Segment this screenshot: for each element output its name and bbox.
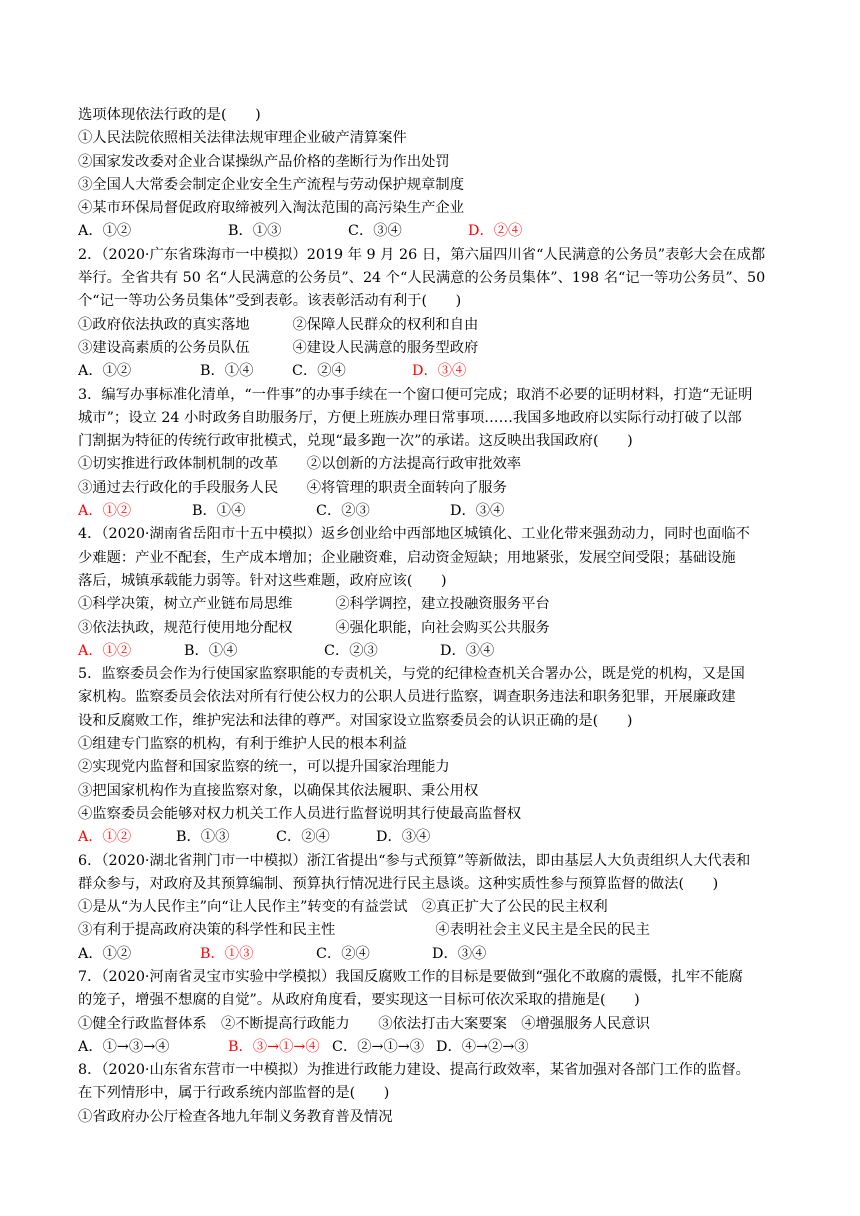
text-line: ①健全行政监督体系 ②不断提高行政能力 ③依法打击大案要案 ④增强服务人民意识	[78, 1015, 650, 1032]
text-line: 在下列情形中，属于行政系统内部监督的是( )	[78, 1085, 390, 1102]
answer-options	[78, 943, 784, 966]
text-line: 的笼子，增强不想腐的自觉”。从政府角度看，要实现这一目标可依次采取的措施是( )	[78, 992, 640, 1009]
text-line: 7．（2020·河南省灵宝市实验中学模拟）我国反腐败工作的目标是要做到“强化不敢腐的震慑，扎牢不能腐	[78, 968, 743, 985]
text-line: ③依法执政，规范行使用地分配权 ④强化职能，向社会购买公共服务	[78, 619, 550, 636]
text-line: ③通过去行政化的手段服务人民 ④将管理的职责全面转向了服务	[78, 479, 507, 496]
text-line: 城市”；设立 24 小时政务自助服务厅，方便上班族办理日常事项……我国多地政府以实际行动打破了以部	[78, 409, 742, 426]
text-line: 家机构。监察委员会依法对所有行使公权力的公职人员进行监察，调查职务违法和职务犯罪，开展廉政建	[78, 689, 736, 706]
answer-option: C．②③	[316, 503, 370, 520]
answer-option: D．④→②→③	[436, 1038, 529, 1055]
text-line: 门割据为特征的传统行政审批模式，兑现“最多跑一次”的承诺。这反映出我国政府( )	[78, 433, 633, 450]
text-line: 选项体现依法行政的是( )	[78, 107, 261, 123]
text-line: ①人民法院依照相关法律法规审理企业破产清算案件	[78, 130, 407, 147]
text-line: 设和反腐败工作，维护宪法和法律的尊严。对国家设立监察委员会的认识正确的是( )	[78, 712, 633, 729]
answer-option: B．①③	[176, 829, 230, 846]
answer-option: A．①②	[78, 363, 132, 380]
answer-option: B．①③	[228, 223, 282, 240]
answer-option: B．①④	[184, 642, 238, 659]
text-line: 少难题：产业不配套，生产成本增加；企业融资难，启动资金短缺；用地紧张，发展空间受限；基础设施	[78, 549, 736, 566]
text-line: 5．监察委员会作为行使国家监察职能的专责机关，与党的纪律检查机关合署办公，既是党的机构，又是国	[78, 666, 745, 683]
text-line: ①切实推进行政体制机制的改革 ②以创新的方法提高行政审批效率	[78, 456, 522, 473]
answer-option: C．③④	[348, 223, 402, 240]
text-line: ③全国人大常委会制定企业安全生产流程与劳动保护规章制度	[78, 176, 465, 193]
answer-options	[78, 360, 784, 383]
document-page	[78, 104, 784, 1129]
text-line: 群众参与，对政府及其预算编制、预算执行情况进行民主恳谈。这种实质性参与预算监督的做法( )	[78, 875, 719, 892]
answer-option: A．①②	[78, 642, 132, 659]
answer-option: B．③→①→④	[228, 1038, 320, 1055]
text-line: ③有利于提高政府决策的科学性和民主性 ④表明社会主义民主是全民的民主	[78, 922, 650, 939]
answer-options	[78, 220, 784, 243]
answer-option: C．②③	[324, 642, 378, 659]
answer-option: A．①②	[78, 829, 132, 846]
answer-option: B．①④	[200, 363, 254, 380]
answer-option: C．②④	[292, 363, 346, 380]
text-line: ②实现党内监督和国家监察的统一，可以提升国家治理能力	[78, 759, 450, 776]
answer-option: B．①④	[192, 503, 246, 520]
text-line: ④监察委员会能够对权力机关工作人员进行监督说明其行使最高监督权	[78, 805, 522, 822]
answer-option: D．③④	[432, 945, 487, 962]
answer-option: C．②→①→③	[332, 1038, 425, 1055]
answer-option: A．①②	[78, 503, 132, 520]
text-line: 3．编写办事标准化清单，“一件事”的办事手续在一个窗口便可完成；取消不必要的证明材料，打造“无证明	[78, 386, 753, 403]
text-line: ③建设高素质的公务员队伍 ④建设人民满意的服务型政府	[78, 339, 479, 356]
answer-option: A．①②	[78, 223, 132, 240]
answer-options	[78, 826, 784, 849]
answer-option: D．③④	[376, 829, 431, 846]
text-line: 2．（2020·广东省珠海市一中模拟）2019 年 9 月 26 日，第六届四川省“人民满意的公务员”表彰大会在成都	[78, 246, 766, 263]
text-line: 6．（2020·湖北省荆门市一中模拟）浙江省提出“参与式预算”等新做法，即由基层人大负责组织人大代表和	[78, 852, 751, 869]
text-line: ①政府依法执政的真实落地 ②保障人民群众的权利和自由	[78, 316, 479, 333]
answer-option: D．②④	[468, 223, 523, 240]
text-line: 个“记一等功公务员集体”受到表彰。该表彰活动有利于( )	[78, 293, 462, 310]
answer-option: B．①③	[200, 945, 254, 962]
text-line: ①科学决策，树立产业链布局思维 ②科学调控，建立投融资服务平台	[78, 596, 550, 613]
text-line: ②国家发改委对企业合谋操纵产品价格的垄断行为作出处罚	[78, 153, 450, 170]
answer-options	[78, 500, 784, 523]
text-line: ④某市环保局督促政府取缔被列入淘汰范围的高污染生产企业	[78, 200, 465, 217]
answer-option: C．②④	[276, 829, 330, 846]
text-line: 落后，城镇承载能力弱等。针对这些难题，政府应该( )	[78, 572, 447, 589]
answer-option: A．①→③→④	[78, 1038, 170, 1055]
answer-option: D．③④	[450, 503, 505, 520]
text-line: ③把国家机构作为直接监察对象，以确保其依法履职、秉公用权	[78, 782, 479, 799]
text-line: 4．（2020·湖南省岳阳市十五中模拟）返乡创业给中西部地区城镇化、工业化带来强劲动力，同时也面临不	[78, 526, 750, 543]
answer-options	[78, 640, 784, 663]
text-line: 8．（2020·山东省东营市一中模拟）为推进行政能力建设、提高行政效率，某省加强对各部门工作的监督。	[78, 1062, 750, 1079]
answer-option: D．③④	[440, 642, 495, 659]
text-line: 举行。全省共有 50 名“人民满意的公务员”、24 个“人民满意的公务员集体”、198 名“记一等功公务员”、50	[78, 270, 766, 287]
answer-options	[78, 1036, 784, 1059]
text-line: ①是从“为人民作主”向“让人民作主”转变的有益尝试 ②真正扩大了公民的民主权利	[78, 899, 608, 916]
answer-option: C．②④	[316, 945, 370, 962]
text-line: ①省政府办公厅检查各地九年制义务教育普及情况	[78, 1108, 393, 1125]
answer-option: D．③④	[412, 363, 467, 380]
answer-option: A．①②	[78, 945, 132, 962]
text-line: ①组建专门监察的机构，有利于维护人民的根本利益	[78, 736, 407, 753]
